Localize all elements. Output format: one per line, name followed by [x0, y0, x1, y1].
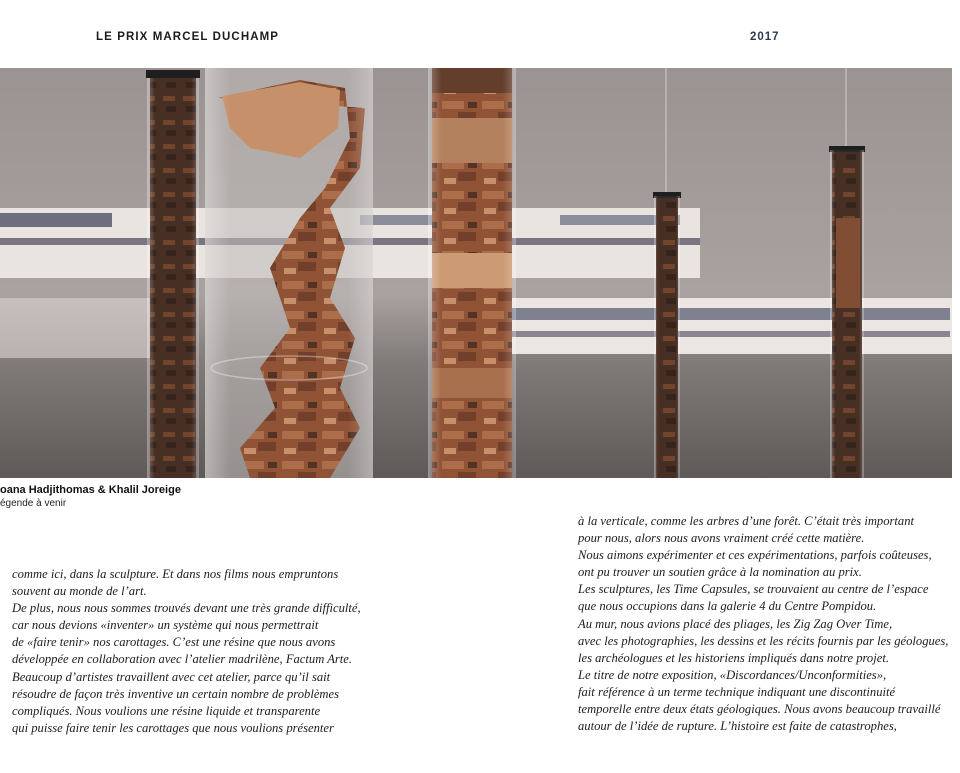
text-line: ont pu trouver un soutien grâce à la nomination au prix.: [578, 565, 862, 580]
text-line: les archéologues et les historiens impliqués dans notre projet.: [578, 650, 889, 665]
sediment-cores-photo-illustration: [0, 68, 952, 478]
text-line: à la verticale, comme les arbres d’une forêt. C’était très important: [578, 514, 915, 528]
text-line: Le titre de notre exposition, «Discordances/Unconformities»,: [578, 667, 887, 682]
text-line: Les sculptures, les Time Capsules, se trouvaient au centre de l’espace: [578, 582, 929, 597]
text-column-left: [12, 566, 361, 737]
text-line: pour nous, alors nous avons vraiment créé cette matière.: [578, 531, 865, 546]
text-line: autour de l’idée de rupture. L’histoire est faite de catastrophes,: [578, 719, 897, 734]
photo-credit: oana Hadjithomas & Khalil Joreige: [0, 484, 181, 496]
text-line: qui puisse faire tenir les carottages que nous voulions présenter: [12, 720, 334, 735]
text-line: De plus, nous nous sommes trouvés devant une très grande difficulté,: [12, 601, 361, 616]
text-line: Beaucoup d’artistes travaillent avec cet atelier, parce qu’il sait: [12, 669, 331, 684]
text-column-right: [578, 513, 948, 735]
text-line: compliqués. Nous voulions une résine liquide et transparente: [12, 703, 321, 718]
text-line: développée en collaboration avec l’atelier madrilène, Factum Arte.: [12, 652, 353, 667]
text-line: de «faire tenir» nos carottages. C’est une résine que nous avons: [12, 635, 336, 650]
year-label: 2017: [750, 31, 780, 43]
text-line: que nous occupions dans la galerie 4 du Centre Pompidou.: [578, 599, 877, 614]
text-line: temporelle entre deux états géologiques. Nous avons beaucoup travaillé: [578, 702, 941, 717]
text-line: fait référence à un terme technique indiquant une discontinuité: [578, 684, 896, 699]
exhibition-photo: [0, 68, 952, 478]
text-line: car nous devions «inventer» un système qui nous permettrait: [12, 618, 319, 633]
text-line: souvent au monde de l’art.: [12, 584, 147, 599]
text-line: comme ici, dans la sculpture. Et dans nos films nous empruntons: [12, 567, 339, 581]
photo-caption-note: égende à venir: [0, 498, 67, 509]
text-line: résoudre de façon très inventive un certain nombre de problèmes: [12, 686, 340, 701]
text-line: Nous aimons expérimenter et ces expérimentations, parfois coûteuses,: [578, 548, 932, 563]
text-line: avec les photographies, les dessins et les récits fournis par les géologues,: [578, 633, 949, 648]
text-line: Au mur, nous avions placé des pliages, les Zig Zag Over Time,: [578, 616, 893, 631]
magazine-title: LE PRIX MARCEL DUCHAMP: [96, 31, 280, 43]
